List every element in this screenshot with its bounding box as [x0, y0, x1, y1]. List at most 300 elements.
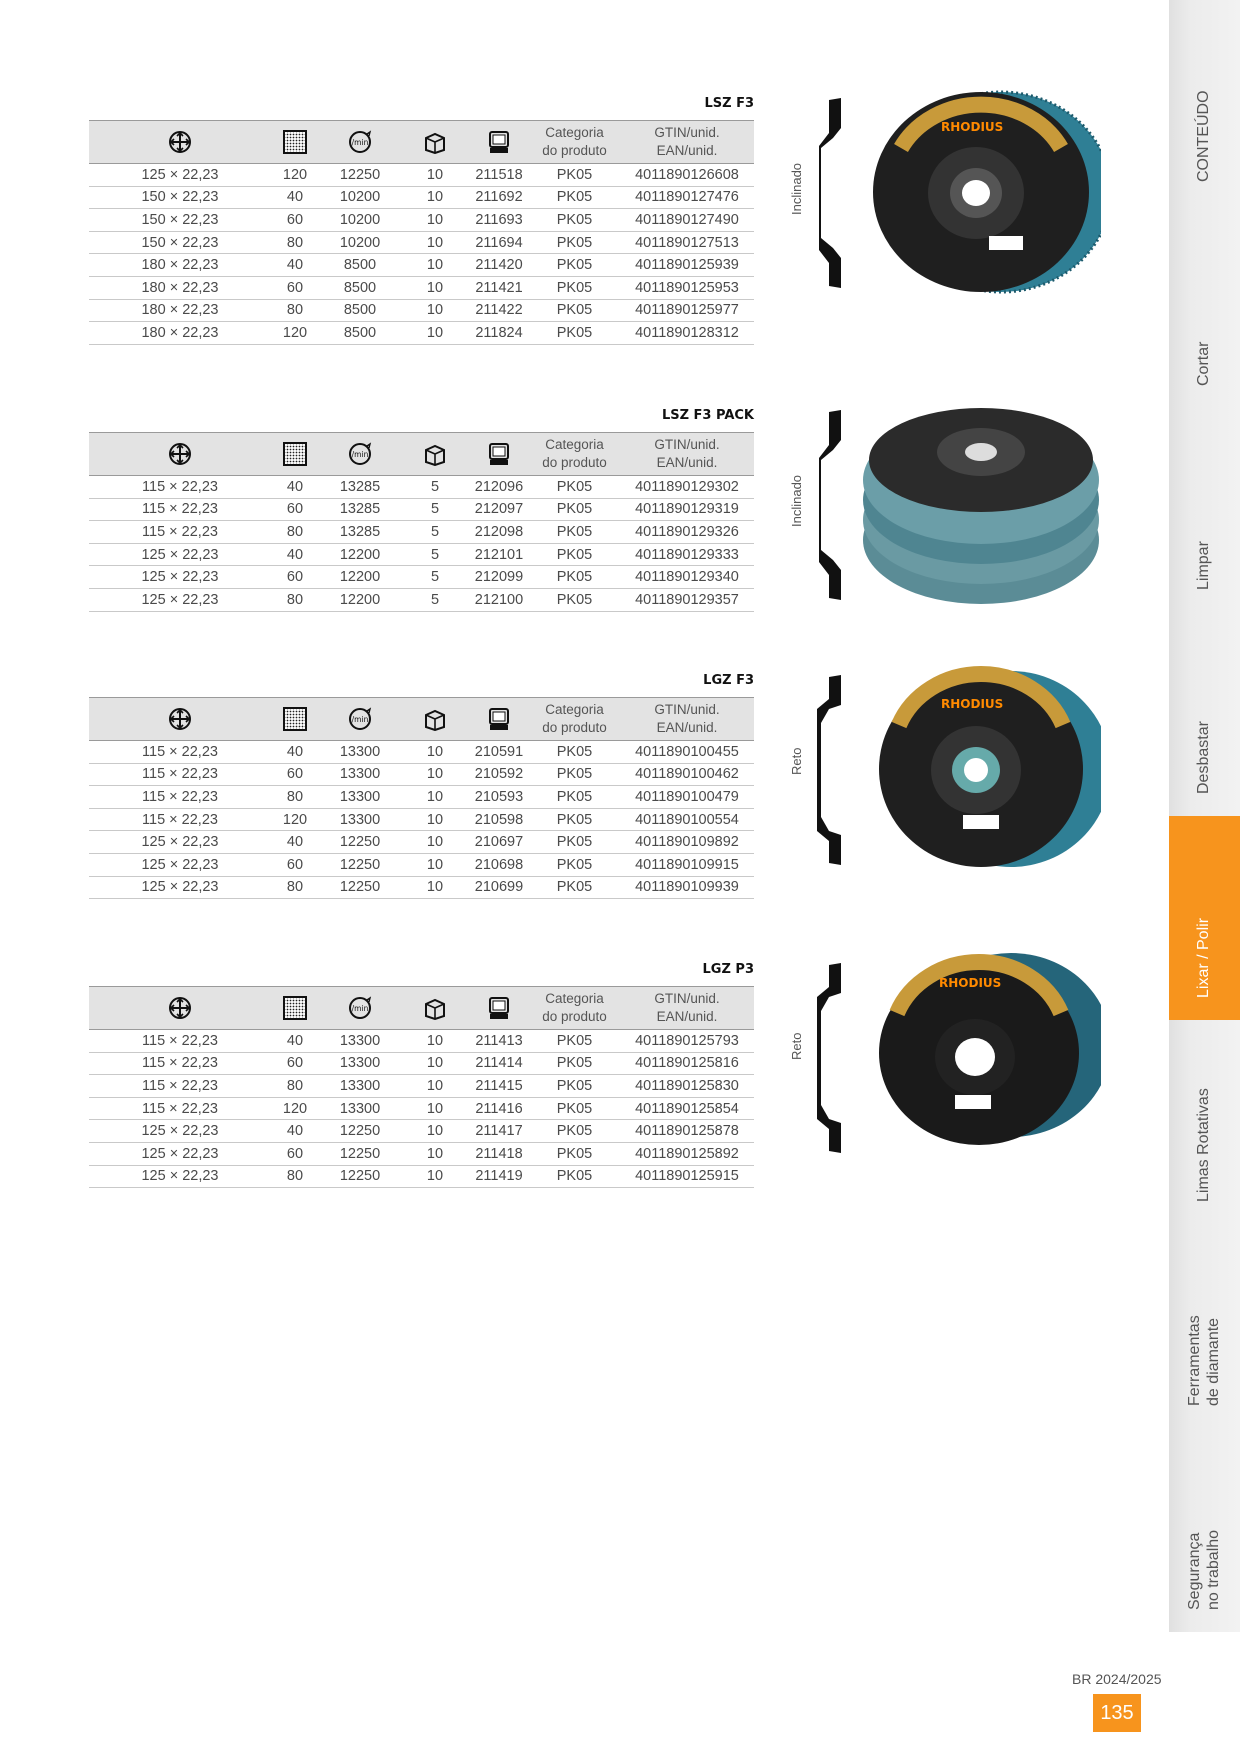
speed-icon — [347, 129, 373, 155]
table-cell: 12250 — [319, 1120, 401, 1143]
table-cell: 60 — [271, 276, 319, 299]
table-cell: 150 × 22,23 — [89, 186, 271, 209]
col-package — [401, 698, 469, 741]
table-row — [89, 808, 754, 831]
col-package — [401, 433, 469, 476]
product-table — [89, 432, 754, 612]
col-package — [401, 987, 469, 1030]
profile-label: Reto — [789, 747, 804, 775]
table-row — [89, 186, 754, 209]
table-cell: 40 — [271, 543, 319, 566]
grit-icon — [283, 996, 307, 1020]
table-cell: 211415 — [469, 1075, 529, 1098]
category-header-line2: do produto — [542, 1009, 607, 1024]
gtin-header-line2: EAN/unid. — [656, 143, 718, 158]
table-row — [89, 231, 754, 254]
table-cell: 125 × 22,23 — [89, 876, 271, 899]
table-cell: 13300 — [319, 1075, 401, 1098]
table-cell: 12250 — [319, 1165, 401, 1188]
table-cell: 120 — [271, 1097, 319, 1120]
table-cell: 8500 — [319, 322, 401, 345]
table-cell: 210698 — [469, 853, 529, 876]
col-diameter — [89, 698, 271, 741]
table-cell: 210697 — [469, 831, 529, 854]
section-title: LGZ P3 — [702, 962, 754, 977]
tab-limpar[interactable] — [1169, 408, 1240, 613]
table-cell: 60 — [271, 1142, 319, 1165]
profile-drawing — [819, 410, 841, 600]
table-cell: PK05 — [529, 831, 620, 854]
table-cell: PK05 — [529, 808, 620, 831]
table-cell: 211693 — [469, 209, 529, 232]
package-qty-icon — [423, 996, 447, 1020]
table-cell: 210593 — [469, 786, 529, 809]
tab-limas-rotativas[interactable] — [1169, 1020, 1240, 1225]
table-cell: 150 × 22,23 — [89, 209, 271, 232]
table-cell: PK05 — [529, 543, 620, 566]
table-cell: 4011890125878 — [620, 1120, 754, 1143]
col-grit — [271, 698, 319, 741]
table-cell: 40 — [271, 186, 319, 209]
profile-label: Inclinado — [789, 474, 804, 527]
table-cell: 115 × 22,23 — [89, 1075, 271, 1098]
table-cell: 12250 — [319, 853, 401, 876]
col-speed — [319, 698, 401, 741]
table-cell: 40 — [271, 476, 319, 499]
table-cell: PK05 — [529, 498, 620, 521]
table-row — [89, 1052, 754, 1075]
table-cell: 212101 — [469, 543, 529, 566]
table-cell: 4011890129326 — [620, 521, 754, 544]
table-cell: 10 — [401, 322, 469, 345]
table-cell: 12200 — [319, 566, 401, 589]
product-image-lgz-f3 — [781, 665, 1101, 875]
table-cell: 211694 — [469, 231, 529, 254]
table-cell: 115 × 22,23 — [89, 476, 271, 499]
brand-logo: RHODIUS — [941, 697, 1004, 711]
table-cell: 125 × 22,23 — [89, 588, 271, 611]
table-cell: 10 — [401, 1075, 469, 1098]
page-number: 135 — [1093, 1694, 1141, 1732]
profile-drawing — [817, 963, 841, 1153]
grit-icon — [283, 130, 307, 154]
table-cell: 10 — [401, 254, 469, 277]
table-header-row — [89, 433, 754, 476]
diameter-icon — [167, 706, 193, 732]
table-cell: 4011890126608 — [620, 164, 754, 187]
table-cell: 115 × 22,23 — [89, 1097, 271, 1120]
table-cell: 210598 — [469, 808, 529, 831]
product-table — [89, 697, 754, 899]
col-grit — [271, 433, 319, 476]
brand-logo: RHODIUS — [939, 976, 1002, 990]
table-cell: 4011890125816 — [620, 1052, 754, 1075]
col-gtin — [620, 987, 754, 1030]
table-cell: 5 — [401, 498, 469, 521]
table-row — [89, 1120, 754, 1143]
table-cell: 10 — [401, 786, 469, 809]
article-number-icon — [487, 130, 511, 154]
table-cell: PK05 — [529, 1165, 620, 1188]
table-cell: 4011890129340 — [620, 566, 754, 589]
table-cell: 80 — [271, 521, 319, 544]
tab-cortar[interactable] — [1169, 204, 1240, 409]
section-title: LSZ F3 — [704, 96, 754, 111]
table-cell: 211420 — [469, 254, 529, 277]
table-cell: PK05 — [529, 1052, 620, 1075]
section-title: LGZ F3 — [703, 673, 754, 688]
brand-logo: RHODIUS — [941, 120, 1004, 134]
table-cell: 80 — [271, 1165, 319, 1188]
tab-ferramentas-de-diamante[interactable] — [1169, 1224, 1240, 1429]
table-cell: 10 — [401, 741, 469, 764]
table-cell: PK05 — [529, 786, 620, 809]
tab-label: Desbastar — [1194, 721, 1212, 794]
table-cell: 13285 — [319, 476, 401, 499]
table-row — [89, 276, 754, 299]
table-cell: 12250 — [319, 1142, 401, 1165]
table-cell: 80 — [271, 876, 319, 899]
table-cell: 60 — [271, 853, 319, 876]
col-package — [401, 121, 469, 164]
table-row — [89, 876, 754, 899]
table-cell: 8500 — [319, 299, 401, 322]
table-header-row — [89, 987, 754, 1030]
table-cell: 125 × 22,23 — [89, 831, 271, 854]
table-cell: 4011890129357 — [620, 588, 754, 611]
table-row — [89, 322, 754, 345]
table-cell: 125 × 22,23 — [89, 543, 271, 566]
col-article — [469, 698, 529, 741]
col-category — [529, 121, 620, 164]
col-gtin — [620, 698, 754, 741]
table-row — [89, 1030, 754, 1053]
table-cell: PK05 — [529, 763, 620, 786]
table-cell: PK05 — [529, 322, 620, 345]
table-cell: 12250 — [319, 876, 401, 899]
table-cell: 4011890125915 — [620, 1165, 754, 1188]
table-cell: 4011890125892 — [620, 1142, 754, 1165]
table-cell: 12200 — [319, 588, 401, 611]
profile-label: Reto — [789, 1032, 804, 1060]
product-image-lgz-p3 — [781, 953, 1101, 1163]
col-speed — [319, 433, 401, 476]
table-cell: 10 — [401, 876, 469, 899]
table-cell: PK05 — [529, 299, 620, 322]
table-cell: 115 × 22,23 — [89, 741, 271, 764]
table-cell: PK05 — [529, 1030, 620, 1053]
table-cell: 10 — [401, 1120, 469, 1143]
product-image-lsz-f3 — [781, 88, 1101, 298]
col-speed — [319, 987, 401, 1030]
table-cell: 4011890100554 — [620, 808, 754, 831]
table-row — [89, 566, 754, 589]
package-qty-icon — [423, 707, 447, 731]
diameter-icon — [167, 441, 193, 467]
table-row — [89, 164, 754, 187]
col-article — [469, 987, 529, 1030]
svg-text:/min: /min — [351, 715, 369, 724]
table-cell: 10 — [401, 1142, 469, 1165]
table-row — [89, 498, 754, 521]
table-cell: 212100 — [469, 588, 529, 611]
tab-conteudo[interactable] — [1169, 0, 1240, 205]
col-gtin — [620, 121, 754, 164]
table-cell: 211417 — [469, 1120, 529, 1143]
table-cell: 115 × 22,23 — [89, 521, 271, 544]
category-header-line1: Categoria — [545, 125, 604, 140]
table-cell: 4011890109939 — [620, 876, 754, 899]
table-cell: PK05 — [529, 521, 620, 544]
category-header-line2: do produto — [542, 720, 607, 735]
grit-icon — [283, 707, 307, 731]
table-cell: 4011890129319 — [620, 498, 754, 521]
table-cell: 212099 — [469, 566, 529, 589]
table-cell: 80 — [271, 1075, 319, 1098]
gtin-header-line2: EAN/unid. — [656, 455, 718, 470]
table-cell: 125 × 22,23 — [89, 164, 271, 187]
table-cell: 4011890129333 — [620, 543, 754, 566]
table-cell: 211421 — [469, 276, 529, 299]
table-cell: 10 — [401, 299, 469, 322]
table-cell: 211824 — [469, 322, 529, 345]
profile-drawing — [819, 98, 841, 288]
diameter-icon — [167, 129, 193, 155]
table-cell: 120 — [271, 164, 319, 187]
table-cell: 12250 — [319, 164, 401, 187]
table-row — [89, 588, 754, 611]
tab-label: CONTEÚDO — [1194, 90, 1212, 182]
table-cell: 60 — [271, 209, 319, 232]
table-cell: PK05 — [529, 1075, 620, 1098]
table-cell: 40 — [271, 1030, 319, 1053]
table-cell: 125 × 22,23 — [89, 566, 271, 589]
table-cell: PK05 — [529, 254, 620, 277]
table-cell: 10 — [401, 808, 469, 831]
table-cell: 10 — [401, 1165, 469, 1188]
table-row — [89, 299, 754, 322]
col-article — [469, 433, 529, 476]
section-title: LSZ F3 PACK — [661, 408, 754, 423]
col-article — [469, 121, 529, 164]
table-cell: 210699 — [469, 876, 529, 899]
table-cell: 120 — [271, 808, 319, 831]
table-cell: 210592 — [469, 763, 529, 786]
table-cell: 12200 — [319, 543, 401, 566]
table-cell: 211413 — [469, 1030, 529, 1053]
table-row — [89, 786, 754, 809]
table-cell: 211416 — [469, 1097, 529, 1120]
table-cell: 4011890109915 — [620, 853, 754, 876]
table-cell: 10 — [401, 763, 469, 786]
table-cell: PK05 — [529, 566, 620, 589]
table-row — [89, 741, 754, 764]
col-category — [529, 987, 620, 1030]
table-row — [89, 1097, 754, 1120]
article-number-icon — [487, 996, 511, 1020]
table-cell: PK05 — [529, 1097, 620, 1120]
table-row — [89, 1165, 754, 1188]
table-cell: 212096 — [469, 476, 529, 499]
tab-label: Cortar — [1194, 341, 1212, 386]
category-header-line1: Categoria — [545, 702, 604, 717]
table-cell: 13300 — [319, 786, 401, 809]
col-category — [529, 433, 620, 476]
table-cell: 212097 — [469, 498, 529, 521]
grit-icon — [283, 442, 307, 466]
profile-drawing — [817, 675, 841, 865]
col-diameter — [89, 987, 271, 1030]
table-cell: 5 — [401, 476, 469, 499]
table-cell: 10 — [401, 164, 469, 187]
col-gtin — [620, 433, 754, 476]
svg-text:/min: /min — [351, 138, 369, 147]
table-row — [89, 1075, 754, 1098]
table-cell: 150 × 22,23 — [89, 231, 271, 254]
table-cell: 80 — [271, 786, 319, 809]
table-cell: 125 × 22,23 — [89, 1120, 271, 1143]
table-cell: 10200 — [319, 231, 401, 254]
tab-lixar-polir[interactable] — [1169, 816, 1240, 1021]
table-cell: 13300 — [319, 763, 401, 786]
table-cell: 125 × 22,23 — [89, 1142, 271, 1165]
table-cell: 13300 — [319, 1097, 401, 1120]
table-cell: PK05 — [529, 231, 620, 254]
package-qty-icon — [423, 442, 447, 466]
table-cell: 4011890128312 — [620, 322, 754, 345]
table-cell: 60 — [271, 566, 319, 589]
table-cell: 60 — [271, 763, 319, 786]
table-cell: 10200 — [319, 186, 401, 209]
table-row — [89, 831, 754, 854]
table-cell: 10 — [401, 1052, 469, 1075]
table-cell: 13300 — [319, 1052, 401, 1075]
table-cell: PK05 — [529, 853, 620, 876]
table-cell: 13300 — [319, 808, 401, 831]
diameter-icon — [167, 995, 193, 1021]
tab-label-line: de diamante — [1204, 1317, 1222, 1406]
table-cell: PK05 — [529, 209, 620, 232]
table-cell: 13300 — [319, 1030, 401, 1053]
category-header-line2: do produto — [542, 143, 607, 158]
tab-label — [1185, 1530, 1223, 1610]
table-row — [89, 1142, 754, 1165]
col-speed — [319, 121, 401, 164]
table-cell: 10 — [401, 231, 469, 254]
table-cell: PK05 — [529, 164, 620, 187]
tab-label-line: Segurança — [1185, 1532, 1203, 1610]
table-cell: PK05 — [529, 876, 620, 899]
table-cell: PK05 — [529, 741, 620, 764]
table-cell: 115 × 22,23 — [89, 498, 271, 521]
table-cell: 115 × 22,23 — [89, 1030, 271, 1053]
table-cell: 125 × 22,23 — [89, 1165, 271, 1188]
profile-label: Inclinado — [789, 162, 804, 215]
table-cell: 180 × 22,23 — [89, 322, 271, 345]
product-table — [89, 986, 754, 1188]
gtin-header-line2: EAN/unid. — [656, 1009, 718, 1024]
table-cell: 120 — [271, 322, 319, 345]
table-cell: 4011890127490 — [620, 209, 754, 232]
gtin-header-line1: GTIN/unid. — [654, 702, 720, 717]
table-cell: 180 × 22,23 — [89, 276, 271, 299]
table-cell: 210591 — [469, 741, 529, 764]
table-cell: 4011890125977 — [620, 299, 754, 322]
table-row — [89, 521, 754, 544]
table-cell: 40 — [271, 741, 319, 764]
table-cell: 10 — [401, 276, 469, 299]
table-cell: 4011890100462 — [620, 763, 754, 786]
table-cell: 13285 — [319, 498, 401, 521]
table-cell: 211418 — [469, 1142, 529, 1165]
package-qty-icon — [423, 130, 447, 154]
table-cell: 10 — [401, 186, 469, 209]
table-row — [89, 853, 754, 876]
gtin-header-line2: EAN/unid. — [656, 720, 718, 735]
table-cell: 4011890125830 — [620, 1075, 754, 1098]
col-grit — [271, 987, 319, 1030]
article-number-icon — [487, 707, 511, 731]
table-cell: 4011890125854 — [620, 1097, 754, 1120]
table-cell: 4011890127476 — [620, 186, 754, 209]
table-cell: 211518 — [469, 164, 529, 187]
table-cell: 10 — [401, 209, 469, 232]
table-cell: 115 × 22,23 — [89, 786, 271, 809]
table-cell: 10 — [401, 1030, 469, 1053]
table-cell: 5 — [401, 521, 469, 544]
table-cell: PK05 — [529, 476, 620, 499]
table-cell: 5 — [401, 543, 469, 566]
col-diameter — [89, 433, 271, 476]
table-cell: 60 — [271, 1052, 319, 1075]
table-cell: 4011890129302 — [620, 476, 754, 499]
table-cell: 211419 — [469, 1165, 529, 1188]
table-cell: 8500 — [319, 276, 401, 299]
table-cell: 4011890100455 — [620, 741, 754, 764]
table-cell: 60 — [271, 498, 319, 521]
table-cell: 115 × 22,23 — [89, 808, 271, 831]
gtin-header-line1: GTIN/unid. — [654, 991, 720, 1006]
category-header-line1: Categoria — [545, 991, 604, 1006]
table-cell: 4011890125953 — [620, 276, 754, 299]
tab-desbastar[interactable] — [1169, 612, 1240, 817]
table-cell: PK05 — [529, 588, 620, 611]
table-cell: 115 × 22,23 — [89, 1052, 271, 1075]
table-cell: 12250 — [319, 831, 401, 854]
speed-icon — [347, 995, 373, 1021]
tab-seguranca-no-trabalho[interactable] — [1169, 1428, 1240, 1633]
tab-label-line: Ferramentas — [1185, 1315, 1203, 1406]
table-cell: 211692 — [469, 186, 529, 209]
table-header-row — [89, 121, 754, 164]
table-cell: 212098 — [469, 521, 529, 544]
table-cell: 115 × 22,23 — [89, 763, 271, 786]
category-header-line2: do produto — [542, 455, 607, 470]
table-row — [89, 543, 754, 566]
table-row — [89, 209, 754, 232]
table-cell: 180 × 22,23 — [89, 254, 271, 277]
gtin-header-line1: GTIN/unid. — [654, 437, 720, 452]
svg-text:/min: /min — [351, 1004, 369, 1013]
table-cell: 10 — [401, 1097, 469, 1120]
gtin-header-line1: GTIN/unid. — [654, 125, 720, 140]
table-cell: 4011890125939 — [620, 254, 754, 277]
tab-label-line: no trabalho — [1204, 1529, 1222, 1610]
table-cell: 4011890109892 — [620, 831, 754, 854]
table-cell: 80 — [271, 299, 319, 322]
col-category — [529, 698, 620, 741]
table-row — [89, 763, 754, 786]
